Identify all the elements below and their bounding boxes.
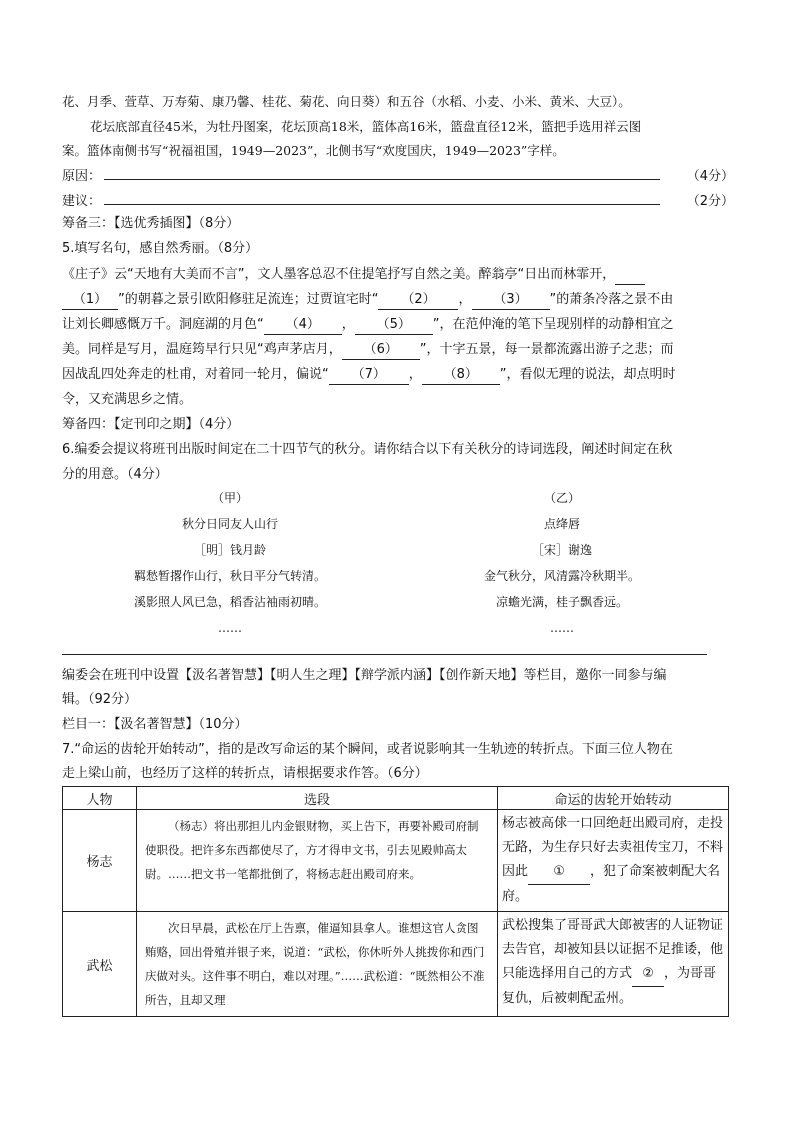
poem-line: 溪影照人风已急，稻香沾袖雨初晴。 bbox=[133, 595, 326, 609]
fate-blank-2[interactable]: ② bbox=[632, 962, 664, 987]
section-intro-line1: 编委会在班刊中设置【汲名著智慧】【明人生之理】【辩学派内涵】【创作新天地】等栏目，邀你一同参与编 bbox=[62, 668, 667, 683]
table-row bbox=[63, 810, 729, 912]
q5-blank-4[interactable]: （4） bbox=[264, 316, 342, 335]
suggestion-label: 建议： bbox=[62, 194, 102, 209]
fate-cell bbox=[498, 912, 729, 1017]
q6-line1: 6.编委会提议将班刊出版时间定在二十四节气的秋分。请你结合以下有关秋分的诗词选段，阐述时间定在秋 bbox=[62, 442, 673, 457]
poem-title: 秋分日同友人山行 bbox=[181, 517, 278, 531]
section-intro-line2: 辑。（92分） bbox=[62, 692, 138, 707]
poem-label: （甲） bbox=[211, 491, 248, 505]
fate-table bbox=[62, 786, 729, 1017]
q5-blank-5[interactable]: （5） bbox=[355, 316, 433, 335]
q5-text: 《庄子》云“天地有大美而不言”，文人墨客总忍不住提笔抒写自然之美。醉翁亭“日出而林霏开， bbox=[62, 267, 616, 282]
suggestion-answer-line[interactable] bbox=[104, 204, 660, 205]
poem-yi bbox=[412, 485, 712, 641]
q5-blank-1-start[interactable] bbox=[615, 266, 645, 285]
table-row bbox=[63, 912, 729, 1017]
q5-text: ”，十字五景，每一景都流露出游子之悲；而 bbox=[419, 342, 674, 357]
q7-line1: 7.“命运的齿轮开始转动”，指的是改写命运的某个瞬间，或者说影响其一生轨迹的转折点。下面三位人物在 bbox=[62, 742, 673, 757]
header-excerpt: 选段 bbox=[136, 787, 497, 810]
header-person: 人物 bbox=[63, 787, 137, 810]
fate-text: 武松搜集了哥哥武大郎被害的人证物证去告官，却被知县以证据不足推诿，他只能选择用自己的方式 bbox=[502, 918, 724, 981]
q5-text: ”，看似无理的说法，却点明时 bbox=[499, 367, 676, 382]
q5-title: 5.填写名句，感自然秀丽。（8分） bbox=[62, 241, 259, 256]
prep3-heading: 筹备三：【选优秀插图】（8分） bbox=[62, 216, 240, 231]
poem-author: ［宋］谢逸 bbox=[531, 543, 592, 557]
person-name: 杨志 bbox=[63, 810, 137, 912]
excerpt-cell: 次日早晨，武松在厅上告禀，催逼知县拿人。谁想这官人贪图贿赂，回出骨殖并银子来，说道：“武松，你休听外人挑拨你和西门庆做对头。这件事不明白，难以对理。”……武松道：“既然相公不准所告，且却又理 bbox=[136, 912, 497, 1017]
table-header-row bbox=[63, 787, 729, 810]
fate-cell bbox=[498, 810, 729, 912]
q5-text: ”，在范仲淹的笔下呈现别样的动静相宜之 bbox=[432, 317, 674, 332]
q5-blank-3[interactable]: （3） bbox=[472, 291, 550, 310]
q5-blank-1[interactable]: （1） bbox=[62, 291, 118, 310]
q5-line6: 令，又充满思乡之情。 bbox=[62, 392, 193, 407]
poem-title: 点绛唇 bbox=[543, 517, 580, 531]
person-name: 武松 bbox=[63, 912, 137, 1017]
reason-answer-row[interactable] bbox=[62, 165, 734, 185]
q5-line3 bbox=[62, 316, 732, 335]
prep4-heading: 筹备四：【定刊印之期】（4分） bbox=[62, 417, 240, 432]
poem-label: （乙） bbox=[543, 491, 580, 505]
q5-line2 bbox=[62, 291, 732, 310]
q5-blank-6[interactable]: （6） bbox=[342, 341, 420, 360]
flowers-line: 花、月季、萱草、万寿菊、康乃馨、桂花、菊花、向日葵）和五谷（水稻、小麦、小米、黄米、大豆）。 bbox=[62, 94, 631, 109]
basket-desc-line1: 花坛底部直径45米，为牡丹图案，花坛顶高18米，篮体高16米，篮盘直径12米，篮把手选用祥云图 bbox=[90, 119, 642, 134]
column1-heading: 栏目一：【汲名著智慧】（10分） bbox=[62, 717, 248, 732]
q5-text: ， bbox=[458, 292, 472, 307]
reason-answer-line[interactable] bbox=[104, 179, 660, 180]
poem-line: 凉蟾光满，桂子飘香远。 bbox=[495, 595, 628, 609]
excerpt-cell: （杨志）将出那担儿内金银财物，买上告下，再要补殿司府制使职役。把许多东西都使尽了，方才得申文书，引去见殿帅高太尉。……把文书一笔都批倒了，将杨志赶出殿司府来。 bbox=[136, 810, 497, 912]
section-divider bbox=[62, 654, 707, 655]
q5-blank-8[interactable]: （8） bbox=[422, 366, 500, 385]
reason-points: （4分） bbox=[686, 169, 734, 184]
q5-line5 bbox=[62, 366, 732, 385]
q5-text: 让刘长卿感慨万千。洞庭湖的月色“ bbox=[62, 317, 264, 332]
q5-line1 bbox=[62, 266, 732, 285]
q5-text: ”的朝暮之景引欧阳修驻足流连；过贾谊宅时“ bbox=[118, 292, 379, 307]
q5-text: ， bbox=[341, 317, 355, 332]
poem-author: ［明］钱月龄 bbox=[193, 543, 266, 557]
poem-line: 羁愁暂撂作山行，秋日平分气转清。 bbox=[133, 569, 326, 583]
poem-jia bbox=[80, 485, 380, 641]
q5-text: ”的萧条冷落之景不由 bbox=[549, 292, 674, 307]
poem-ellipsis: …… bbox=[218, 621, 242, 635]
q5-blank-2[interactable]: （2） bbox=[378, 291, 458, 310]
q6-line2: 分的用意。（4分） bbox=[62, 467, 168, 482]
q5-text: ， bbox=[408, 367, 422, 382]
basket-desc-line2: 案。篮体南侧书写“祝福祖国，1949—2023”，北侧书写“欢度国庆，1949—2023”字样。 bbox=[62, 143, 565, 158]
suggestion-points: （2分） bbox=[686, 194, 734, 209]
q5-text: 因战乱四处奔走的杜甫，对着同一轮月，偏说“ bbox=[62, 367, 329, 382]
suggestion-answer-row[interactable] bbox=[62, 190, 734, 210]
poem-line: 金气秋分，风清露冷秋期半。 bbox=[483, 569, 640, 583]
fate-text: ，犯了命案被刺配大名府。 bbox=[502, 864, 721, 904]
q5-text: 美。同样是写月，温庭筠早行只见“鸡声茅店月， bbox=[62, 342, 342, 357]
header-fate: 命运的齿轮开始转动 bbox=[498, 787, 729, 810]
q7-line2: 走上梁山前，也经历了这样的转折点，请根据要求作答。（6分） bbox=[62, 766, 428, 781]
fate-text: ，为哥哥复仇，后被刺配孟州。 bbox=[502, 966, 717, 1006]
reason-label: 原因： bbox=[62, 169, 102, 184]
q5-line4 bbox=[62, 341, 732, 360]
poem-ellipsis: …… bbox=[550, 621, 574, 635]
q5-blank-7[interactable]: （7） bbox=[329, 366, 409, 385]
fate-blank-1[interactable]: ① bbox=[528, 860, 590, 885]
fate-text: 杨志被高俅一口回绝赶出殿司府，走投无路，为生存只好去卖祖传宝刀，不料因此 bbox=[502, 816, 724, 879]
